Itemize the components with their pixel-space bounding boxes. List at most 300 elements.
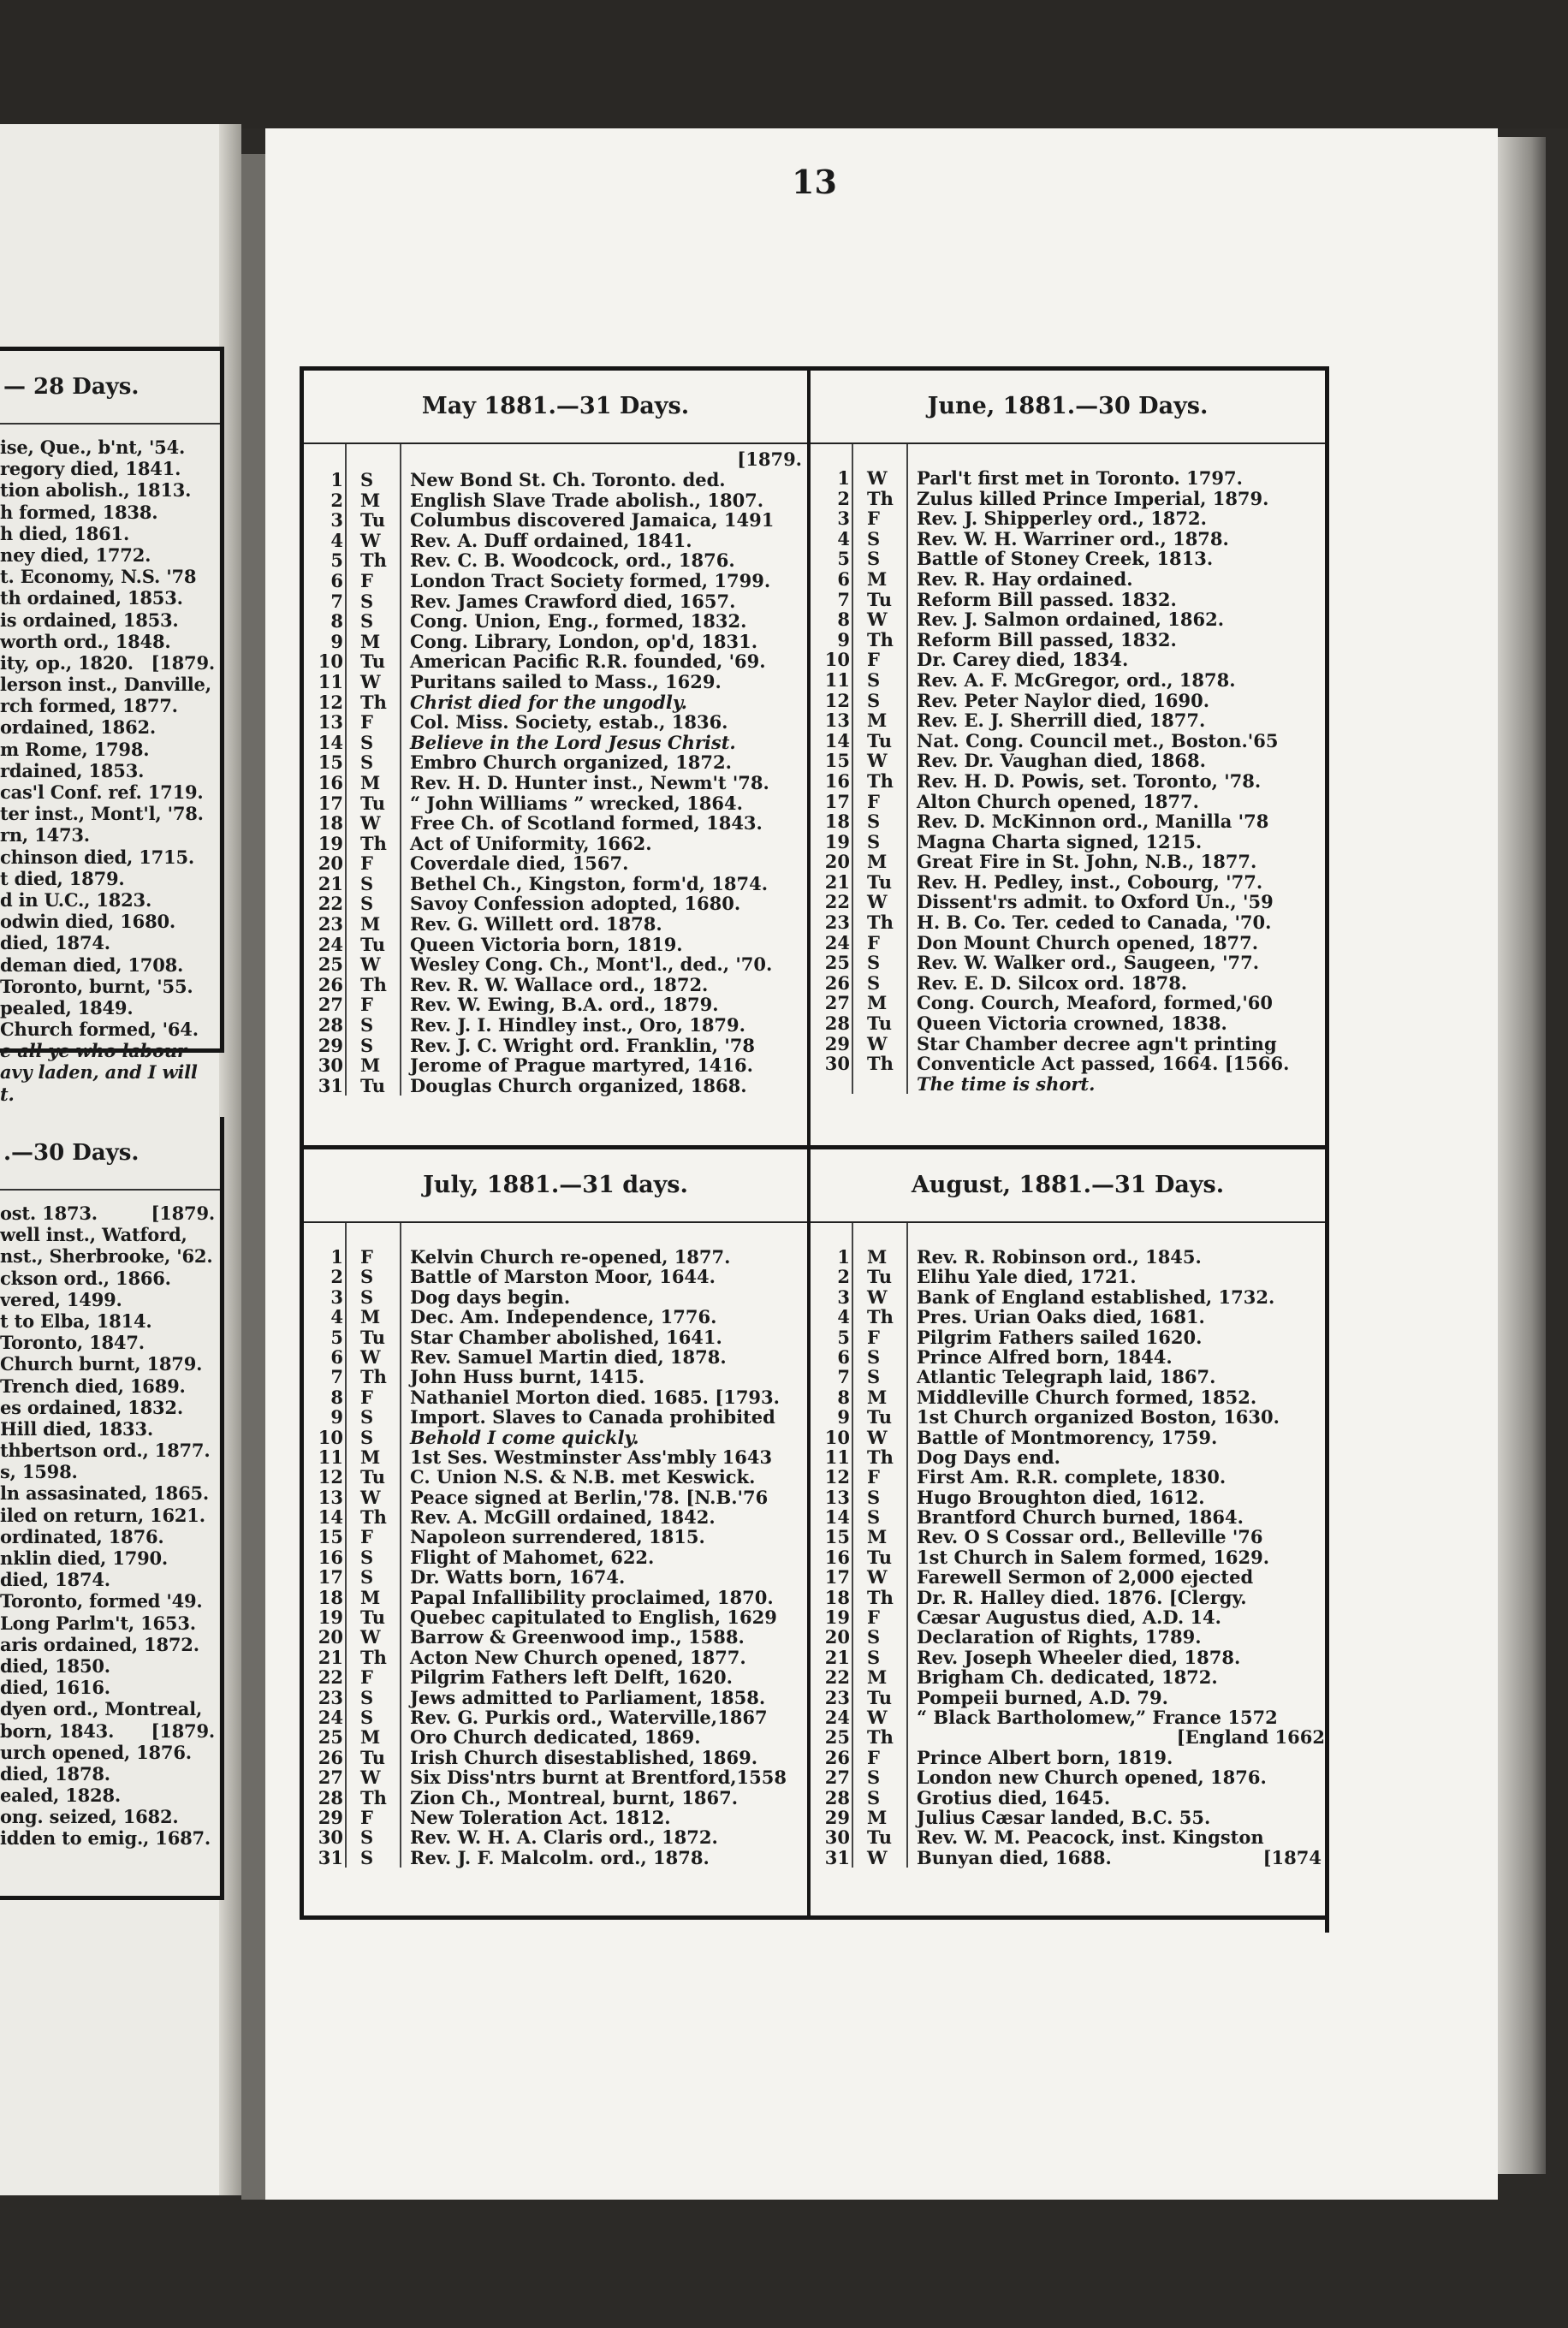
event-text: Star Chamber abolished, 1641. (410, 1326, 722, 1348)
day-number: 1 (837, 467, 850, 489)
day-number: 20 (318, 1626, 343, 1648)
day-row (811, 1488, 1325, 1507)
event-text: Rev. D. McKinnon ord., Manilla '78 (917, 811, 1269, 833)
fragment-line (0, 1332, 220, 1353)
fragment-line (0, 803, 220, 824)
month-title: June, 1881.—30 Days. (811, 371, 1325, 444)
event-continuation-note: [1874 (1262, 1846, 1322, 1868)
weekday: M (360, 771, 381, 793)
weekday: Th (360, 1646, 387, 1668)
day-row (304, 1588, 807, 1607)
event-text: Rev. G. Willett ord. 1878. (410, 913, 662, 935)
day-row (304, 1247, 807, 1267)
event-text: Nathaniel Morton died. 1685. [1793. (410, 1386, 780, 1408)
event-text-main: Bunyan died, 1688. (917, 1846, 1112, 1868)
weekday: S (360, 893, 374, 915)
day-row (811, 569, 1325, 590)
event-text: Pres. Urian Oaks died, 1681. (917, 1306, 1205, 1328)
fragment-line-text: iled on return, 1621. (0, 1504, 205, 1526)
weekday: F (360, 1806, 373, 1828)
weekday: S (867, 1506, 881, 1529)
event-text: Rev. J. C. Wright ord. Franklin, '78 (410, 1034, 755, 1056)
event-text: Dr. Watts born, 1674. (410, 1566, 626, 1589)
event-text: London new Church opened, 1876. (917, 1767, 1267, 1789)
fragment-line (0, 911, 220, 932)
weekday: Th (867, 1446, 894, 1468)
day-number: 19 (824, 1606, 850, 1629)
day-number: 28 (824, 1013, 850, 1035)
weekday: S (867, 1767, 881, 1789)
weekday: W (360, 812, 381, 834)
weekday: S (360, 1266, 374, 1288)
fragment-line (0, 1634, 220, 1655)
day-number: 18 (824, 811, 850, 833)
event-text: Rev. G. Purkis ord., Waterville,1867 (410, 1706, 768, 1728)
event-text: Dr. Carey died, 1834. (917, 649, 1129, 671)
day-row (304, 1688, 807, 1707)
day-number: 30 (318, 1054, 343, 1077)
day-number: 4 (330, 1306, 343, 1328)
fragment-line-text: Toronto, 1847. (0, 1332, 145, 1354)
day-number: 7 (330, 1366, 343, 1388)
weekday: W (360, 529, 381, 551)
day-row (811, 1507, 1325, 1527)
weekday: S (360, 1426, 374, 1448)
fragment-line (0, 1440, 220, 1461)
day-row (304, 874, 807, 894)
weekday: M (867, 851, 888, 873)
weekday: Th (867, 1726, 894, 1749)
day-number: 15 (824, 1526, 850, 1548)
day-row (811, 1667, 1325, 1687)
day-number: 11 (318, 1446, 343, 1468)
frame-right (1325, 366, 1329, 1933)
event-text: Queen Victoria crowned, 1838. (917, 1013, 1227, 1035)
event-text: Rev. W. Walker ord., Saugeen, '77. (917, 952, 1260, 974)
day-row (811, 1727, 1325, 1747)
event-text: Zulus killed Prince Imperial, 1879. (917, 487, 1269, 509)
fragment-line-text: odwin died, 1680. (0, 911, 176, 933)
weekday: M (360, 1726, 381, 1749)
closing-text: The time is short. (917, 1072, 1096, 1095)
weekday: F (360, 852, 373, 875)
day-number: 24 (824, 931, 850, 953)
day-row (811, 751, 1325, 771)
weekday: S (360, 610, 374, 632)
blank-cell (811, 1074, 850, 1095)
event-text: Dog Days end. (917, 1446, 1060, 1468)
weekday: W (360, 1626, 381, 1648)
event-text: Napoleon surrendered, 1815. (410, 1526, 705, 1548)
weekday: Tu (360, 1746, 385, 1768)
february-fragment (0, 347, 224, 1105)
day-number: 6 (330, 1345, 343, 1368)
weekday: S (360, 1566, 374, 1589)
day-number: 25 (318, 953, 343, 976)
event-text (906, 1848, 1325, 1868)
day-row (304, 1467, 807, 1487)
day-number: 2 (837, 487, 850, 509)
weekday: Th (867, 1053, 894, 1075)
event-text: Rev. J. F. Malcolm. ord., 1878. (410, 1846, 710, 1868)
fragment-line (0, 1785, 220, 1806)
event-text: Grotius died, 1645. (917, 1786, 1111, 1808)
weekday: S (360, 1286, 374, 1308)
weekday: M (867, 567, 888, 590)
event-text: Don Mount Church opened, 1877. (917, 931, 1259, 953)
weekday: Th (360, 1786, 387, 1808)
event-text: Atlantic Telegraph laid, 1867. (917, 1366, 1216, 1388)
fragment-line-text: ise, Que., b'nt, '54. (0, 436, 186, 458)
fragment-line (0, 1547, 220, 1569)
event-text: Reform Bill passed. 1832. (917, 588, 1177, 610)
fragment-line-text: es ordained, 1832. (0, 1396, 183, 1418)
fragment-line-text: avy laden, and I will (0, 1061, 198, 1084)
event-text: Believe in the Lord Jesus Christ. (410, 731, 736, 753)
day-number: 1 (330, 469, 343, 490)
weekday: Th (360, 1366, 387, 1388)
event-text: Nat. Cong. Council met., Boston.'65 (917, 729, 1279, 751)
event-text: Rev. W. M. Peacock, inst. Kingston (917, 1826, 1264, 1849)
day-number: 6 (330, 569, 343, 591)
weekday: M (360, 489, 381, 511)
day-number: 30 (824, 1053, 850, 1075)
day-row (304, 1367, 807, 1387)
weekday: W (360, 1486, 381, 1508)
weekday: Tu (867, 588, 892, 610)
day-number: 15 (318, 751, 343, 774)
day-number: 8 (837, 1386, 850, 1408)
weekday: Th (867, 769, 894, 792)
month-july (304, 1149, 807, 1915)
fragment-line-text: Toronto, formed '49. (0, 1590, 203, 1612)
event-text: Papal Infallibility proclaimed, 1870. (410, 1586, 774, 1608)
fragment-line-text: ney died, 1772. (0, 543, 151, 566)
weekday: S (867, 1626, 881, 1648)
weekday: S (867, 527, 881, 549)
event-text: Behold I come quickly. (410, 1426, 639, 1448)
weekday: S (360, 872, 374, 894)
weekday: Tu (867, 1686, 892, 1708)
day-number: 1 (837, 1246, 850, 1268)
fragment-line-text: d in U.C., 1823. (0, 888, 152, 911)
fragment-line (0, 652, 220, 674)
event-text: Rev. Dr. Vaughan died, 1868. (917, 750, 1206, 772)
fragment-line-text: deman died, 1708. (0, 953, 184, 976)
event-text: First Am. R.R. complete, 1830. (917, 1466, 1226, 1488)
day-row (811, 892, 1325, 912)
fragment-line-text: Hill died, 1833. (0, 1417, 153, 1440)
weekday: W (867, 1286, 888, 1308)
fragment-line-text: t. Economy, N.S. '78 (0, 566, 197, 588)
fragment-line-note: [1879. (151, 1719, 215, 1742)
day-row (304, 1347, 807, 1367)
day-row (304, 1667, 807, 1687)
weekday: Th (360, 973, 387, 995)
day-number: 19 (824, 830, 850, 852)
weekday: F (867, 1746, 880, 1768)
day-row (811, 811, 1325, 832)
day-row (811, 1267, 1325, 1286)
day-row (304, 1488, 807, 1507)
day-row (304, 490, 807, 511)
event-text: Rev. R. W. Wallace ord., 1872. (410, 973, 709, 995)
event-text: Christ died for the ungodly. (410, 691, 687, 713)
fragment-line-text: ter inst., Mont'l, '78. (0, 803, 204, 825)
fragment-line (0, 1203, 220, 1224)
weekday: S (867, 811, 881, 833)
weekday: F (867, 790, 880, 812)
weekday: Th (867, 1306, 894, 1328)
event-text: Rev. W. Ewing, B.A. ord., 1879. (410, 994, 719, 1016)
day-row (811, 1367, 1325, 1387)
weekday: S (867, 971, 881, 994)
day-row (304, 1307, 807, 1327)
day-number: 14 (318, 1506, 343, 1529)
day-row (811, 1707, 1325, 1727)
day-number: 6 (837, 1345, 850, 1368)
day-row (304, 1076, 807, 1096)
day-number: 13 (824, 710, 850, 732)
weekday: S (867, 952, 881, 974)
event-text: C. Union N.S. & N.B. met Keswick. (410, 1466, 756, 1488)
weekday: Tu (360, 933, 385, 955)
fragment-line (0, 436, 220, 458)
fragment-line (0, 544, 220, 566)
day-row (811, 1527, 1325, 1547)
weekday: W (867, 750, 888, 772)
event-text: Wesley Cong. Ch., Mont'l., ded., '70. (410, 953, 773, 976)
fragment-line (0, 1482, 220, 1504)
day-number: 16 (824, 1546, 850, 1568)
weekday: Tu (360, 792, 385, 814)
event-text: Columbus discovered Jamaica, 1491 (410, 509, 775, 532)
day-number: 22 (824, 1666, 850, 1689)
day-row (811, 1588, 1325, 1607)
fragment-line (0, 523, 220, 544)
weekday: F (360, 569, 373, 591)
weekday: Th (867, 628, 894, 650)
day-row (811, 590, 1325, 610)
event-text: Rev. R. Hay ordained. (917, 567, 1133, 590)
event-text: Rev. W. H. A. Claris ord., 1872. (410, 1826, 718, 1849)
weekday: Th (360, 691, 387, 713)
weekday: Tu (360, 1326, 385, 1348)
weekday: W (867, 891, 888, 913)
day-row (811, 1827, 1325, 1847)
event-text: Peace signed at Berlin,'78. [N.B.'76 (410, 1486, 769, 1508)
day-row (811, 650, 1325, 670)
fragment-line-note: [1879. (151, 1203, 215, 1224)
day-number: 11 (824, 1446, 850, 1468)
fragment-line-text: died, 1850. (0, 1654, 110, 1677)
day-number: 28 (824, 1786, 850, 1808)
day-row (811, 1327, 1325, 1347)
day-row (811, 1627, 1325, 1647)
day-number: 21 (318, 872, 343, 894)
day-row (811, 710, 1325, 731)
day-number: 15 (318, 1526, 343, 1548)
fragment-line-text: ong. seized, 1682. (0, 1806, 179, 1828)
event-text: Kelvin Church re-opened, 1877. (410, 1246, 731, 1268)
weekday: Tu (360, 1606, 385, 1629)
event-text: Julius Cæsar landed, B.C. 55. (917, 1806, 1211, 1828)
weekday: F (867, 1326, 880, 1348)
weekday: S (360, 1846, 374, 1868)
day-row (811, 832, 1325, 852)
day-number: 8 (837, 609, 850, 631)
day-number: 14 (824, 1506, 850, 1529)
weekday: Tu (867, 1406, 892, 1428)
day-number: 11 (318, 670, 343, 692)
day-number: 9 (837, 1406, 850, 1428)
day-row (811, 670, 1325, 691)
day-row (811, 1054, 1325, 1074)
fragment-line-text: lerson inst., Danville, (0, 674, 211, 696)
day-row (811, 630, 1325, 650)
weekday: W (867, 1566, 888, 1589)
day-number: 7 (330, 590, 343, 612)
day-row (304, 651, 807, 672)
weekday: M (360, 1446, 381, 1468)
day-row (304, 1327, 807, 1347)
day-row (811, 1567, 1325, 1587)
day-row (811, 1247, 1325, 1267)
day-row (811, 973, 1325, 994)
month-title: May 1881.—31 Days. (304, 371, 807, 444)
day-row (304, 1507, 807, 1527)
fragment-line (0, 1289, 220, 1310)
weekday: M (360, 1306, 381, 1328)
day-number: 26 (318, 1746, 343, 1768)
day-number: 23 (824, 912, 850, 934)
day-number: 10 (318, 650, 343, 673)
event-text: 1st Church in Salem formed, 1629. (917, 1546, 1270, 1568)
day-number: 22 (318, 1666, 343, 1689)
day-number: 9 (837, 628, 850, 650)
weekday: Th (360, 549, 387, 572)
april-fragment (0, 1117, 224, 1904)
fragment-line (0, 695, 220, 716)
day-row (811, 549, 1325, 569)
fragment-line-text: Church formed, '64. (0, 1018, 199, 1041)
weekday: S (867, 1786, 881, 1808)
event-text: Pompeii burned, A.D. 79. (917, 1686, 1168, 1708)
day-row (811, 852, 1325, 872)
day-row (811, 1407, 1325, 1427)
event-text: Pilgrim Fathers left Delft, 1620. (410, 1666, 733, 1689)
day-number: 18 (824, 1586, 850, 1608)
weekday: S (360, 1706, 374, 1728)
day-number: 8 (330, 610, 343, 632)
weekday: Tu (867, 1266, 892, 1288)
event-text: Queen Victoria born, 1819. (410, 933, 683, 955)
fragment-line-note: [1879. (151, 651, 215, 674)
fragment-line-text: ckson ord., 1866. (0, 1267, 171, 1289)
month-body (811, 444, 1325, 1094)
fragment-line (0, 1418, 220, 1440)
day-number: 25 (318, 1726, 343, 1749)
day-row (811, 1767, 1325, 1787)
day-row (304, 954, 807, 975)
weekday: F (360, 711, 373, 733)
day-number: 4 (330, 529, 343, 551)
day-row (304, 752, 807, 773)
fragment-line (0, 1268, 220, 1289)
event-text: Rev. H. D. Hunter inst., Newm't '78. (410, 771, 769, 793)
weekday: F (360, 1666, 373, 1689)
day-row (304, 632, 807, 652)
day-row (304, 733, 807, 753)
event-text: 1st Church organized Boston, 1630. (917, 1406, 1280, 1428)
fragment-line (0, 1763, 220, 1785)
event-text: Bank of England established, 1732. (917, 1286, 1275, 1308)
day-row (811, 771, 1325, 792)
day-number: 24 (318, 933, 343, 955)
fragment-line-text: t. (0, 1083, 15, 1105)
day-row (304, 1848, 807, 1868)
day-row (811, 1447, 1325, 1467)
event-text: Cong. Courch, Meaford, formed,'60 (917, 992, 1273, 1014)
event-text: Dog days begin. (410, 1286, 571, 1308)
fragment-line-text: nst., Sherbrooke, '62. (0, 1245, 213, 1268)
day-row (304, 1407, 807, 1427)
day-number: 23 (318, 913, 343, 935)
fragment-line-text: died, 1874. (0, 932, 110, 954)
day-number: 21 (318, 1646, 343, 1668)
fragment-line-text: idden to emig., 1687. (0, 1827, 211, 1850)
day-row (811, 993, 1325, 1013)
event-text: London Tract Society formed, 1799. (410, 569, 771, 591)
weekday: S (867, 1486, 881, 1508)
day-number: 29 (824, 1032, 850, 1054)
day-number: 22 (824, 891, 850, 913)
weekday: S (867, 1345, 881, 1368)
column-rule (852, 1223, 853, 1868)
weekday: S (360, 1826, 374, 1849)
weekday: S (867, 1646, 881, 1668)
weekday: W (867, 1032, 888, 1054)
day-number: 29 (318, 1806, 343, 1828)
day-number: 2 (330, 1266, 343, 1288)
day-row (304, 1015, 807, 1036)
event-text: Dec. Am. Independence, 1776. (410, 1306, 717, 1328)
fragment-line-text: Trench died, 1689. (0, 1375, 186, 1397)
fragment-line (0, 1720, 220, 1742)
day-number: 25 (824, 1726, 850, 1749)
event-text: Cæsar Augustus died, A.D. 14. (917, 1606, 1221, 1629)
fragment-line-text: worth ord., 1848. (0, 630, 171, 652)
event-text: Barrow & Greenwood imp., 1588. (410, 1626, 745, 1648)
weekday: Th (867, 487, 894, 509)
fragment-line-text: Church burnt, 1879. (0, 1353, 203, 1375)
weekday: M (360, 1054, 381, 1077)
month-august (811, 1149, 1325, 1915)
event-text: Hugo Broughton died, 1612. (917, 1486, 1205, 1508)
day-row (304, 571, 807, 591)
event-text: Dissent'rs admit. to Oxford Un., '59 (917, 891, 1274, 913)
frame-bottom (300, 1915, 1329, 1920)
fragment-header: .—30 Days. (0, 1117, 220, 1191)
day-row (304, 1547, 807, 1567)
day-row (811, 1467, 1325, 1487)
fragment-line-text: thbertson ord., 1877. (0, 1440, 211, 1462)
weekday: S (360, 731, 374, 753)
weekday: W (867, 1706, 888, 1728)
weekday: W (360, 1767, 381, 1789)
day-number: 6 (837, 567, 850, 590)
day-row (304, 813, 807, 834)
